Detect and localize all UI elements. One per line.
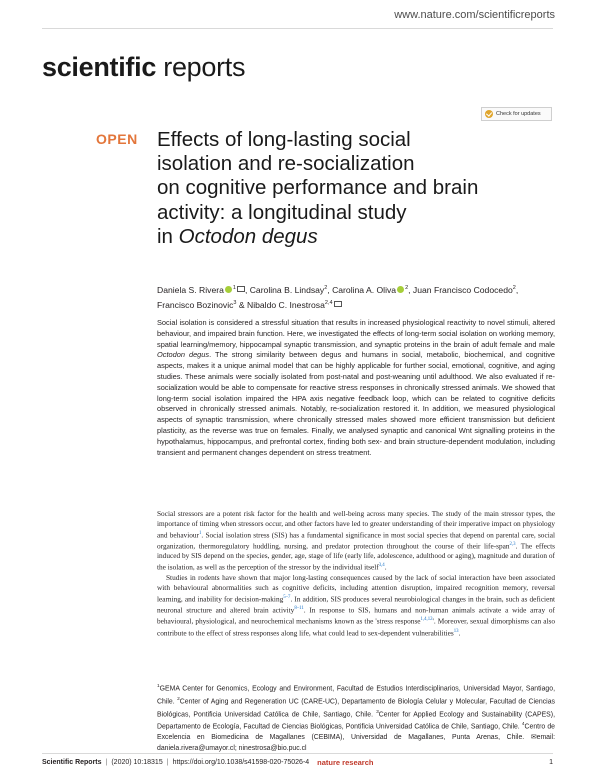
paragraph-text: . In addition, SIS produces several neurobiological changes in the brain, such as deficient neuronal structure and altered brain activity xyxy=(157,593,555,615)
journal-logo-bold: scientific xyxy=(42,52,157,82)
title-line: activity: a longitudinal study xyxy=(157,200,407,224)
author-name[interactable]: Daniela S. Rivera xyxy=(157,284,224,295)
affiliations xyxy=(157,682,555,754)
affiliation-number: 1 xyxy=(157,684,160,689)
journal-logo[interactable] xyxy=(42,52,245,83)
title-line: isolation and re-socialization xyxy=(157,152,415,176)
title-line: on cognitive performance and brain xyxy=(157,176,479,200)
affiliation-number: 4 xyxy=(521,722,525,728)
citation-link[interactable]: 3,4 xyxy=(378,563,385,569)
affiliation-text: Centro de Excelencia en Biomedicina de Magallanes (CEBIMA), Universidad de Magallanes, Punta Arenas, Chile. xyxy=(157,723,555,742)
body-text xyxy=(157,509,555,638)
email-icon: ✉ xyxy=(530,734,537,742)
author-affiliation: 2 xyxy=(512,285,516,291)
paragraph-text: '. Moreover, sexual dimorphisms can also contribute to the effect of stress responses along life, what could lead to sex-dependent vulnerabilities xyxy=(157,616,555,637)
title-prefix: in xyxy=(157,224,179,248)
affiliation-text: Center of Aging and Regeneration UC (CARE-UC), Departamento de Biología Celular y Molecular, Facultad de Ciencias Biológicas, Pontificia Universidad Católica de Chile, Santiago, Chile. xyxy=(157,698,555,718)
footer-year-volume: (2020) 10:18315 xyxy=(111,759,163,766)
check-for-updates-button[interactable] xyxy=(481,107,552,121)
title-line: Effects of long-lasting social xyxy=(157,128,411,151)
paragraph-text: . Social isolation stress (SIS) has a fundamental significance in most social species that depend on parental care, social organization, thermoregulatory huddling, nursing, and predator protection throughout the course of their life-span xyxy=(157,530,555,551)
author-affiliation: 2 xyxy=(405,285,409,291)
orcid-icon[interactable] xyxy=(397,286,404,293)
publisher-logo: nature research xyxy=(317,758,374,767)
affiliation-number: 3 xyxy=(376,709,379,715)
abstract-text: . The strong similarity between degus and humans in social, metabolic, biochemical, and cognitive aspects, makes it a unique animal model that can be highly applicable for further social, emotional, cognitive, and aging studies. These animals were socially isolated from post-natal and post-weaning until adulthood. We also evaluated if re-socialization would be able to compensate for reactive stress responses in chronically stressed animals. We showed that long-term social isolation impaired the HPA axis negative feedback loop, which can be related to cognitive deficits observed in chronically stressed animals. Notably, re-socialization restored it. In addition, we measured physiological aspects of synaptic transmission, where chronically stressed males showed more efficient transmission but deficient plasticity, as the reverse was true on females. Finally, we analysed synaptic and canonical Wnt signalling proteins in the hypothalamus, hippocampus, and prefrontal cortex, finding both sex- and brain structure-dependent modulation, including transient and permanent changes dependent on stress treatment. xyxy=(157,350,555,457)
citation-link[interactable]: 13 xyxy=(453,628,459,634)
paragraph-text: Social stressors are a potent risk factor for the health and well-being across many species. The study of the main stressor types, the importance of timing when stressors occur, and other factors have led to greater understanding of their imperative impact on physiology and behaviour xyxy=(157,509,555,540)
citation-link[interactable]: 1 xyxy=(198,530,202,536)
author-name[interactable]: , Francisco Bozinovic xyxy=(157,284,519,310)
email-icon[interactable] xyxy=(237,286,245,292)
open-access-label: OPEN xyxy=(96,131,138,147)
paragraph xyxy=(157,573,555,638)
abstract xyxy=(157,318,555,458)
author-name[interactable]: , Carolina A. Oliva xyxy=(327,284,397,295)
citation-link[interactable]: 8–11 xyxy=(294,605,304,611)
footer-journal: Scientific Reports xyxy=(42,759,102,766)
citation-link[interactable]: 5–7 xyxy=(283,594,291,600)
journal-url[interactable]: www.nature.com/scientificreports xyxy=(394,9,555,21)
author-affiliation: 2 xyxy=(324,285,328,291)
author-name[interactable]: , Carolina B. Lindsay xyxy=(244,284,325,295)
header-divider xyxy=(42,28,553,29)
footer-separator: | xyxy=(166,759,169,766)
author-name[interactable]: & Nibaldo C. Inestrosa xyxy=(236,299,325,310)
page-number: 1 xyxy=(549,759,553,766)
author-name[interactable]: , Juan Francisco Codocedo xyxy=(408,284,513,295)
orcid-icon[interactable] xyxy=(225,286,232,293)
article-title xyxy=(157,128,557,249)
title-species: Octodon degus xyxy=(178,224,318,248)
author-affiliation: 3 xyxy=(233,299,237,306)
author-affiliation: 2,4 xyxy=(324,299,333,306)
author-list xyxy=(157,282,557,312)
paragraph-text: Studies in rodents have shown that major long-lasting consequences caused by the lack of social interaction have been associated with behavioural abnormalities such as cognitive deficits, including attention disruption, impaired recognition memory, reversal learning, and inability for decision-making xyxy=(157,572,555,603)
journal-logo-light: reports xyxy=(156,52,246,82)
footer-divider xyxy=(42,753,553,754)
abstract-text: Social isolation is considered a stressful situation that results in increased physiological reactivity to novel stimuli, altered behaviour, and impaired brain function. Here, we investigated the effects of long-term social isolation on working memory, spatial learning/memory, hippocampal synaptic transmission, and synaptic proteins in the brain of adult female and male xyxy=(157,318,555,349)
paragraph xyxy=(157,509,555,573)
check-updates-icon xyxy=(485,110,493,118)
paragraph-text: . xyxy=(384,562,387,572)
author-affiliation: 1 xyxy=(232,285,236,291)
affiliation-text: GEMA Center for Genomics, Ecology and Environment, Facultad de Estudios Interdisciplinarios, Universidad Mayor, Santiago, Chile. xyxy=(157,685,555,706)
corresponding-email[interactable]: email: daniela.rivera@umayor.cl; ninestrosa@bio.puc.cl xyxy=(157,734,555,752)
page-footer xyxy=(42,758,553,767)
paragraph-text: . The effects induced by SIS depend on the species, gender, age, stage of life (early life, adolescence, adulthood or aging), magnitude and duration of the isolation, as well as the perception of the stressor by the individual itself xyxy=(157,541,555,572)
paragraph-text: . xyxy=(458,627,461,637)
check-for-updates-label: Check for updates xyxy=(496,111,541,117)
email-icon[interactable] xyxy=(334,301,342,307)
paragraph-text: . In response to SIS, humans and non-human animals activate a wide array of behavioural, physiological, and neurochemical mechanisms known as the 'stress response xyxy=(157,605,555,626)
affiliation-number: 2 xyxy=(177,696,180,702)
title-line xyxy=(157,225,557,249)
citation-link[interactable]: 2,3 xyxy=(509,542,516,548)
abstract-species: Octodon degus xyxy=(157,350,210,360)
affiliation-text: Center for Applied Ecology and Sustainability (CAPES), Departamento de Ecología, Facultad de Ciencias Biológicas, Pontificia Universidad Católica de Chile, Santiago, Chile. xyxy=(157,710,555,731)
citation-link[interactable]: 1,4,12 xyxy=(420,617,433,623)
footer-doi-link[interactable]: https://doi.org/10.1038/s41598-020-75026-4 xyxy=(172,759,310,766)
footer-separator: | xyxy=(105,759,108,766)
